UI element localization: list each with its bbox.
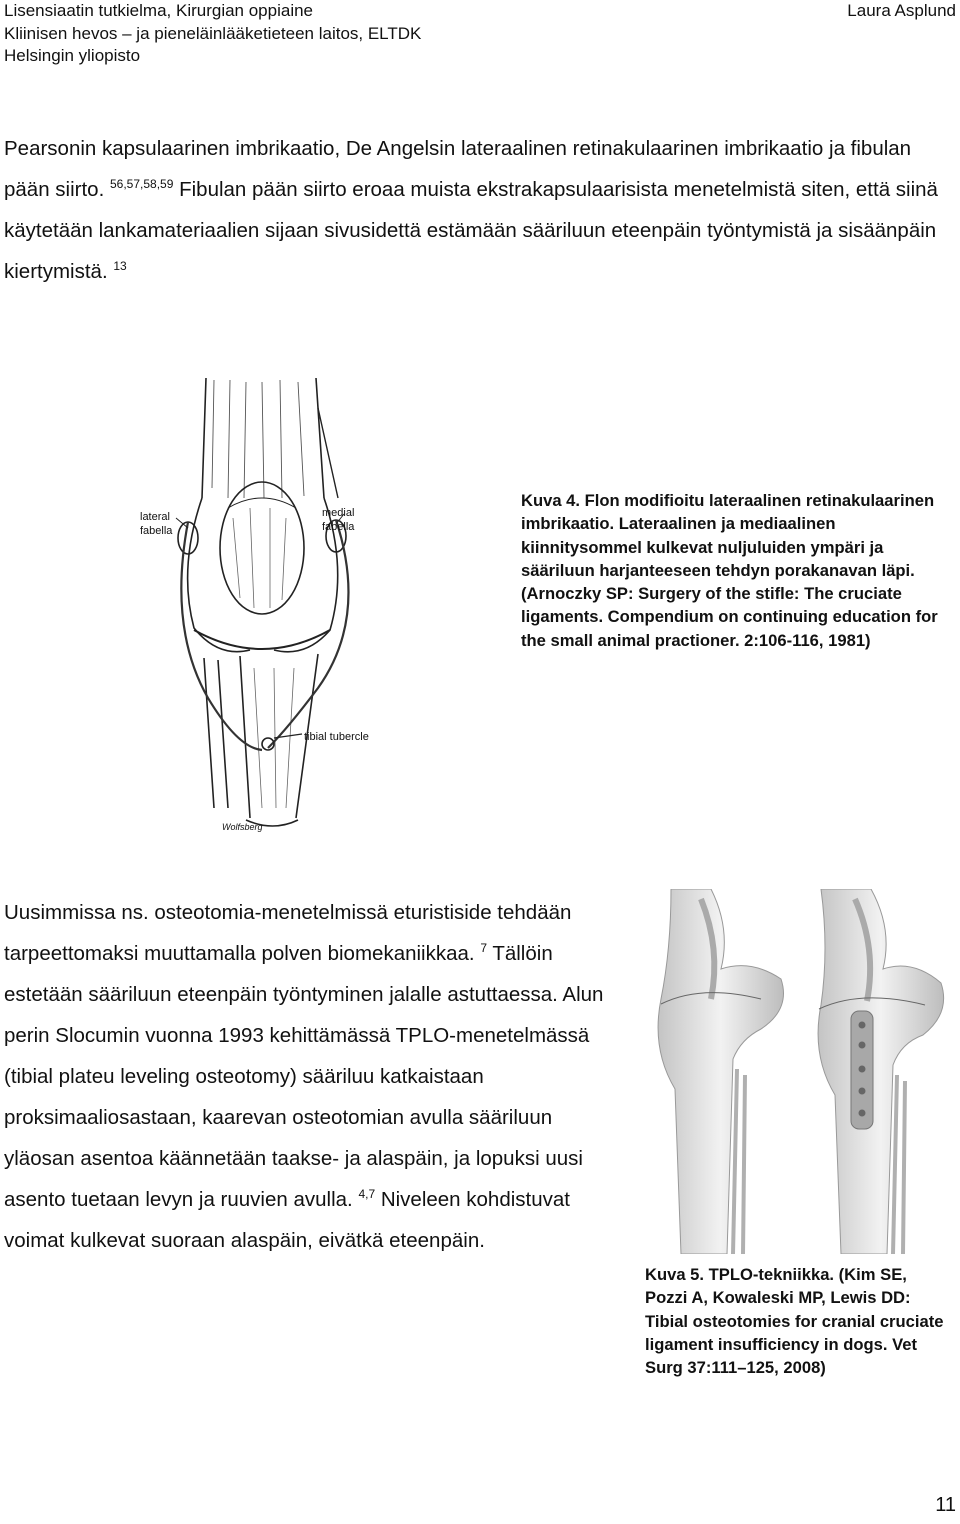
label-lateral: lateral: [140, 511, 170, 523]
artist-signature: Wolfsberg: [222, 822, 263, 832]
paragraph-osteotomy: [4, 892, 616, 1261]
figure-4-knee-illustration: [18, 368, 488, 838]
header-line-thesis: Lisensiaatin tutkielma, Kirurgian oppiaine: [4, 1, 314, 20]
paragraph-text: Pearsonin kapsulaarinen imbrikaatio, De Angelsin lateraalinen retinakulaarinen imbrikaatio ja fibulan pään siirto.: [4, 137, 912, 201]
figure-5-caption: Kuva 5. TPLO-tekniikka. (Kim SE, Pozzi A, Kowaleski MP, Lewis DD: Tibial osteotomies for cranial cruciate ligament insufficiency in dogs. Vet Surg 37:111–125, 2008): [645, 1265, 944, 1378]
paragraph-text: Niveleen kohdistuvat voimat kulkevat suoraan alaspäin, eivätkä eteenpäin.: [4, 1188, 570, 1252]
label-medial-fabella: fabella: [322, 521, 355, 533]
label-medial: medial: [322, 507, 355, 519]
running-header: [4, 0, 421, 68]
page-number: 11: [935, 1494, 956, 1516]
citation: 56,57,58,59: [109, 177, 174, 192]
paragraph-text: Uusimmissa ns. osteotomia-menetelmissä eturistiside tehdään tarpeettomaksi muuttamalla polven biomekaniikkaa.: [4, 901, 572, 965]
header-line-university: Helsingin yliopisto: [4, 46, 141, 65]
citation: 7: [480, 941, 487, 956]
figure-4-caption: Kuva 4. Flon modifioitu lateraalinen retinakulaarinen imbrikaatio. Lateraalinen ja mediaalinen kiinnitysommel kulkevat nuljuluiden ympäri ja sääriluun harjanteeseen tehdyn porakanavan läpi. (Arnoczky SP: Surgery of the stifle: The cruciate ligaments. Compendium on continuing education for the small animal practioner. 2:106-116, 1981): [521, 491, 938, 650]
header-author: Laura Asplund: [847, 1, 956, 20]
figure-5-tplo-illustration: [641, 889, 957, 1254]
citation: 13: [113, 259, 127, 274]
label-lateral-fabella: fabella: [140, 525, 173, 537]
paragraph-text: Fibulan pään siirto eroaa muista ekstrakapsulaarisista menetelmistä siten, että siinä käytetään lankamateriaalien sijaan sivusidettä estämään sääriluun eteenpäin työntymistä ja sisäänpäin kiertymistä.: [4, 178, 938, 283]
paragraph-extracapsular: [4, 128, 956, 292]
paragraph-text: Tällöin estetään sääriluun eteenpäin työntyminen jalalle astuttaessa. Alun perin Slocumin vuonna 1993 kehittämässä TPLO-menetelmässä (tibial plateu leveling osteotomy) sääriluu katkaistaan proksimaaliosastaan, kaarevan osteotomian avulla sääriluun yläosan asentoa käännetään taakse- ja alaspäin, ja lopuksi uusi asento tuetaan levyn ja ruuvien avulla.: [4, 942, 604, 1211]
label-tibial-tubercle: tibial tubercle: [304, 731, 369, 743]
header-line-department: Kliinisen hevos – ja pieneläinlääketieteen laitos, ELTDK: [4, 23, 422, 43]
citation: 4,7: [358, 1187, 376, 1202]
